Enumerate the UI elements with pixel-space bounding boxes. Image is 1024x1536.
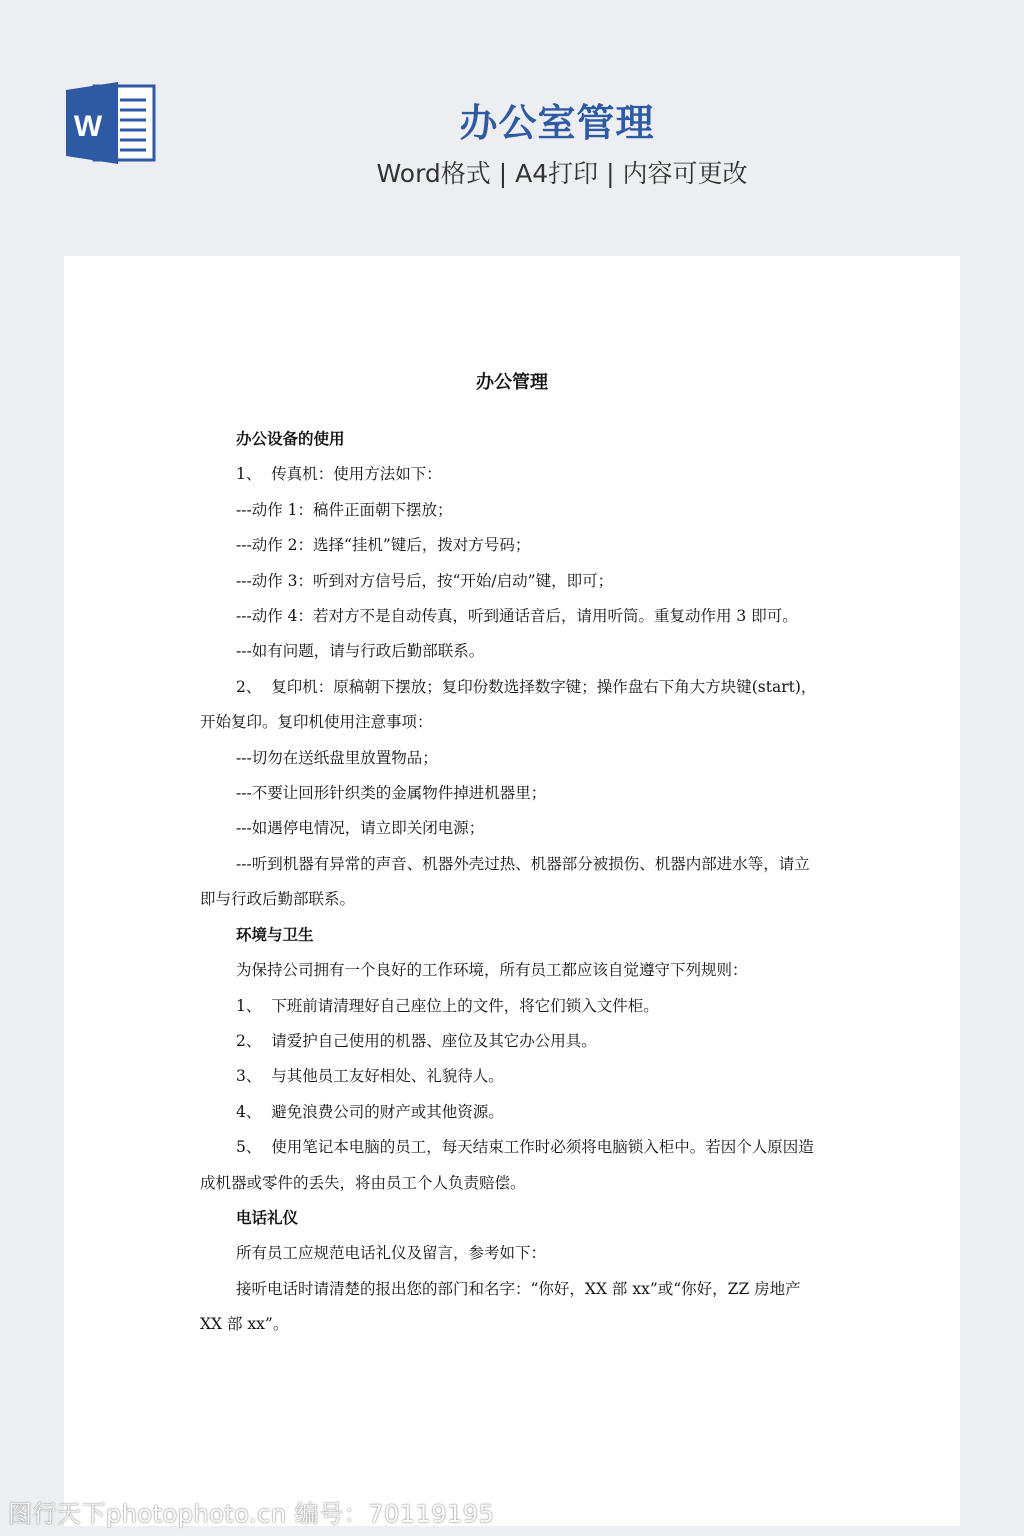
section-heading: 电话礼仪 [236, 1208, 299, 1227]
section-heading: 办公设备的使用 [236, 430, 345, 448]
paragraph: ---动作 2：选择“挂机”键后，拨对方号码； [236, 536, 531, 555]
paragraph: ---如有问题，请与行政后勤部联系。 [236, 642, 485, 661]
watermark: 图行天下photophoto.cn 编号：70119195 [8, 1500, 495, 1528]
document-body [200, 368, 824, 1343]
page-title: 办公室管理 [459, 101, 655, 145]
paragraph: ---动作 4：若对方不是自动传真，听到通话音后，请用听筒。重复动作用 3 即可。 [236, 607, 798, 626]
paragraph: ---切勿在送纸盘里放置物品； [236, 748, 438, 767]
document-title: 办公管理 [476, 372, 548, 393]
page-subtitle: Word格式 | A4打印 | 内容可更改 [376, 159, 748, 188]
paragraph: 3、 与其他员工友好相处、礼貌待人。 [236, 1067, 504, 1086]
paragraph: ---如遇停电情况，请立即关闭电源； [236, 819, 485, 838]
paragraph: 2、 复印机：原稿朝下摆放；复印份数选择数字键；操作盘右下角大方块键(start)，开始复印。复印机使用注意事项： [200, 677, 817, 732]
logo-letter: W [73, 110, 103, 143]
paragraph: 所有员工应规范电话礼仪及留言，参考如下： [236, 1244, 547, 1263]
paragraph: 接听电话时请清楚的报出您的部门和名字：“你好，XX 部 xx”或“你好，ZZ 房地产 XX 部 xx”。 [200, 1279, 806, 1334]
document-page [64, 256, 960, 1526]
paragraph: 为保持公司拥有一个良好的工作环境，所有员工都应该自觉遵守下列规则： [236, 961, 748, 980]
paragraph: ---听到机器有异常的声音、机器外壳过热、机器部分被损伤、机器内部进水等，请立即与行政后勤部联系。 [200, 854, 810, 909]
paragraph: ---动作 3：听到对方信号后，按“开始/启动”键，即可； [236, 571, 614, 590]
paragraph: 1、 传真机：使用方法如下： [236, 465, 442, 484]
paragraph: 5、 使用笔记本电脑的员工，每天结束工作时必须将电脑锁入柜中。若因个人原因造成机器或零件的丢失，将由员工个人负责赔偿。 [200, 1138, 814, 1192]
paragraph: 1、 下班前请清理好自己座位上的文件，将它们锁入文件柜。 [236, 996, 659, 1015]
paragraph: ---不要让回形针织类的金属物件掉进机器里； [236, 784, 547, 803]
header [0, 0, 1024, 256]
paragraph: 4、 避免浪费公司的财产或其他资源。 [236, 1102, 504, 1121]
section-heading: 环境与卫生 [236, 925, 314, 944]
paragraph: 2、 请爱护自己使用的机器、座位及其它办公用具。 [236, 1031, 597, 1050]
paragraph: ---动作 1：稿件正面朝下摆放； [236, 500, 453, 519]
